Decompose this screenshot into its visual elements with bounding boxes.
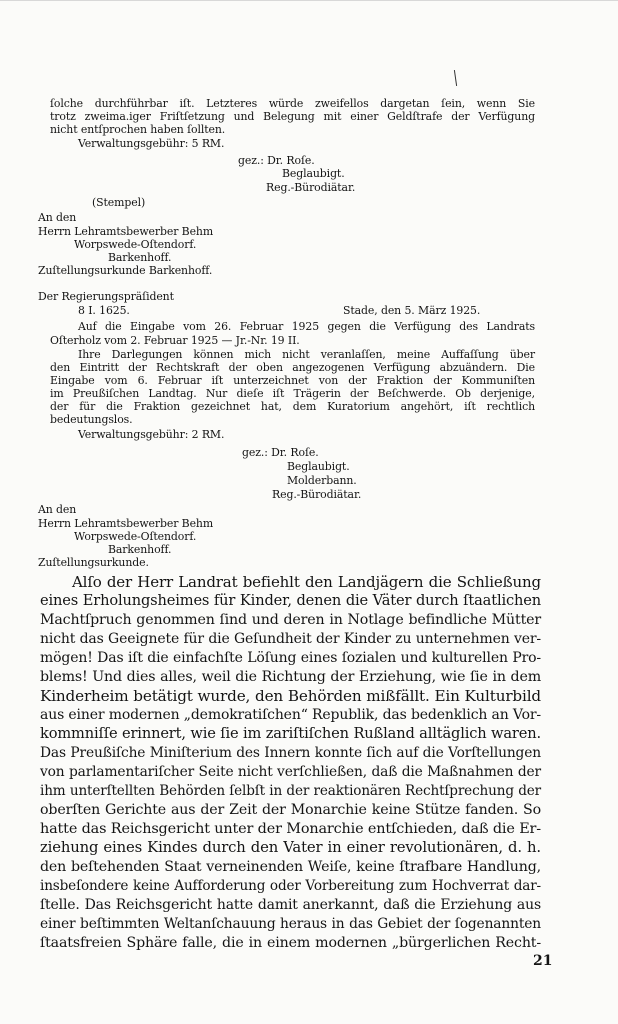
doc2-body-2: Oſterholz vom 2. Februar 1925 — Jr.-Nr. 19 II. [50, 334, 300, 347]
doc2-body-7: der für die Fraktion gezeichnet hat, dem Kuratorium angehört, iſt rechtlich [50, 400, 535, 413]
doc2-addr-2: Herrn Lehramtsbewerber Behm [38, 517, 214, 530]
doc1-line-1: ſolche durchführbar iſt. Letzteres würde zweifellos dargetan ſein, wenn Sie [50, 97, 535, 110]
doc2-certified: Beglaubigt. [287, 460, 350, 473]
doc2-signature: gez.: Dr. Roſe. [242, 446, 319, 459]
doc1-fee: Verwaltungsgebühr: 5 RM. [78, 137, 225, 150]
commentary-line-18: ſtelle. Das Reichsgericht hatte damit anerkannt, daß die Erziehung aus [40, 897, 541, 913]
doc2-body-4: den Eintritt der Rechtskraft der oben angezogenen Verfügung abzuändern. Die [50, 361, 535, 374]
doc2-body-3: Ihre Darlegungen können mich nicht veranlaſſen, meine Auffaſſung über [78, 348, 535, 361]
doc1-signature: gez.: Dr. Roſe. [238, 154, 315, 167]
commentary-line-8: aus einer modernen „demokratiſchen“ Republik, das bedenklich an Vor- [40, 707, 541, 723]
commentary-line-19: einer beſtimmten Weltanſchauung heraus in das Gebiet der ſogenannten [40, 916, 541, 932]
doc1-addr-5: Zuſtellungsurkunde Barkenhoff. [38, 264, 213, 277]
commentary-line-16: den beſtehenden Staat verneinenden Weiſe, keine ſtrafbare Handlung, [40, 859, 541, 875]
commentary-line-20: ſtaatsfreien Sphäre falle, die in einem modernen „bürgerlichen Recht- [40, 935, 541, 951]
commentary-line-15: ziehung eines Kindes durch den Vater in einer revolutionären, d. h. [40, 839, 541, 856]
doc2-reference: 8 I. 1625. [78, 304, 130, 317]
doc2-fee: Verwaltungsgebühr: 2 RM. [78, 428, 225, 441]
doc2-addr-3: Worpswede-Oſtendorf. [74, 530, 197, 543]
commentary-line-3: Machtſpruch genommen ſind und deren in Notlage befindliche Mütter [40, 612, 541, 628]
doc2-official-name: Molderbann. [287, 474, 357, 487]
doc2-addr-1: An den [38, 503, 77, 516]
commentary-line-4: nicht das Geeignete für die Geſundheit der Kinder zu unternehmen ver- [40, 631, 541, 647]
doc2-body-8: bedeutungslos. [50, 413, 133, 426]
doc2-addr-4: Barkenhoff. [108, 543, 172, 556]
doc2-body-6: im Preußiſchen Landtag. Nur dieſe iſt Trägerin der Beſchwerde. Ob derjenige, [50, 387, 535, 400]
commentary-line-5: mögen! Das iſt die einfachſte Löſung eines ſozialen und kulturellen Pro- [40, 650, 541, 666]
commentary-line-12: ihm unterſtellten Behörden ſelbſt in der reaktionären Rechtſprechung der [40, 783, 541, 799]
top-edge-line [0, 0, 618, 1]
doc2-authority: Der Regierungspräſident [38, 290, 174, 303]
commentary-line-10: Das Preußiſche Miniſterium des Innern konnte ſich auf die Vorſtellungen [40, 745, 541, 761]
commentary-line-9: kommniſſe erinnert, wie ſie im zariſtiſchen Rußland alltäglich waren. [40, 725, 541, 742]
page-number: 21 [533, 953, 553, 969]
doc1-addr-3: Worpswede-Oſtendorf. [74, 238, 197, 251]
commentary-line-11: von parlamentariſcher Seite nicht verſchließen, daß die Maßnahmen der [40, 764, 541, 780]
doc1-certified: Beglaubigt. [282, 167, 345, 180]
doc1-line-3: nicht entſprochen haben ſollten. [50, 123, 226, 136]
doc2-body-1: Auf die Eingabe vom 26. Februar 1925 gegen die Verfügung des Landrats [78, 320, 535, 333]
margin-mark [454, 70, 457, 86]
commentary-line-2: eines Erholungsheimes für Kinder, denen die Väter durch ſtaatlichen [40, 592, 541, 609]
commentary-line-1: Alſo der Herr Landrat befiehlt den Landjägern die Schließung [72, 573, 541, 591]
commentary-line-17: insbeſondere keine Aufforderung oder Vorbereitung zum Hochverrat dar- [40, 878, 541, 894]
doc2-place-date: Stade, den 5. März 1925. [343, 304, 481, 317]
doc1-addr-2: Herrn Lehramtsbewerber Behm [38, 225, 214, 238]
doc1-addr-1: An den [38, 211, 77, 224]
doc1-stamp: (Stempel) [92, 196, 146, 209]
doc1-line-2: trotz zweima.iger Friſtſetzung und Belegung mit einer Geldſtrafe der Verfügung [50, 110, 535, 123]
commentary-line-6: blems! Und dies alles, weil die Richtung der Erziehung, wie ſie in dem [40, 669, 541, 685]
doc2-body-5: Eingabe vom 6. Februar iſt unterzeichnet von der Fraktion der Kommuniſten [50, 374, 535, 387]
commentary-line-13: oberſten Gerichte aus der Zeit der Monarchie keine Stütze fanden. So [40, 802, 541, 818]
doc1-addr-4: Barkenhoff. [108, 251, 172, 264]
doc2-clerk: Reg.-Bürodiätar. [272, 488, 362, 501]
commentary-line-7: Kinderheim betätigt wurde, den Behörden mißfällt. Ein Kulturbild [40, 687, 541, 705]
commentary-line-14: hatte das Reichsgericht unter der Monarchie entſchieden, daß die Er- [40, 821, 541, 837]
doc2-addr-5: Zuſtellungsurkunde. [38, 556, 149, 569]
doc1-clerk: Reg.-Bürodiätar. [266, 181, 356, 194]
